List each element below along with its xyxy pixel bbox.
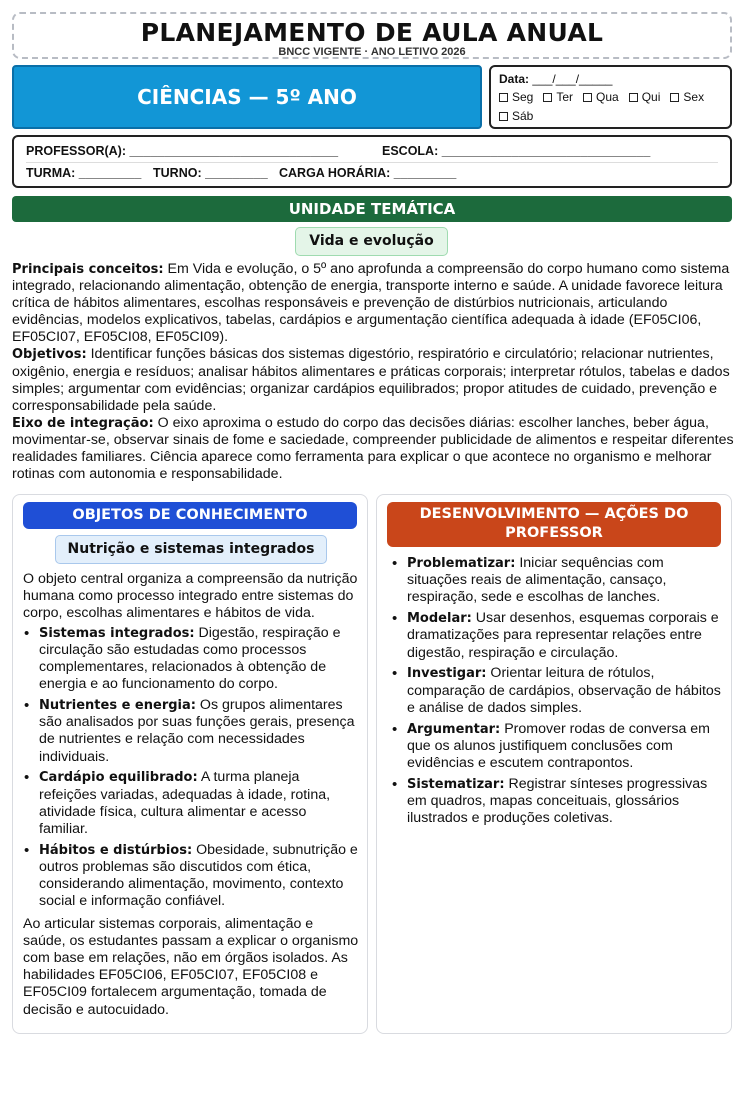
item-text: Promover rodas de conversa em que os alunos justifiquem conclusões com evidências e escutem contrapontos. xyxy=(407,720,711,772)
info-row-1 xyxy=(26,141,718,163)
checkbox-icon[interactable] xyxy=(670,93,679,102)
item-label: Hábitos e distúrbios: xyxy=(39,842,193,858)
unit-name: Vida e evolução xyxy=(295,227,448,256)
info-row-2 xyxy=(26,163,718,184)
item-text: Os grupos alimentares são analisados por suas funções gerais, presença de nutrientes e relação com necessidades individuais. xyxy=(39,697,355,765)
objetivos-paragraph xyxy=(12,346,734,414)
desenvolvimento-header: DESENVOLVIMENTO — AÇÕES DO PROFESSOR xyxy=(387,502,721,547)
day-sex[interactable] xyxy=(670,88,704,107)
title-box xyxy=(12,12,732,59)
objetos-body xyxy=(23,571,359,1019)
list-item xyxy=(23,842,359,911)
date-line xyxy=(499,71,722,88)
item-label: Sistematizar: xyxy=(407,776,505,792)
page-title: PLANEJAMENTO DE AULA ANUAL xyxy=(140,18,604,47)
objetos-closing: Ao articular sistemas corporais, alimentação e saúde, os estudantes passam a explicar o organismo com base em relações, não em órgãos isolados. As habilidades EF05CI06, EF05CI07, EF05CI08 e EF05CI09 fortalecem argumentação, tomada de decisão e autocuidado. xyxy=(23,915,359,1018)
turma-field[interactable]: TURMA: _________ xyxy=(26,166,142,180)
objetivos-text: Identificar funções básicas dos sistemas digestório, respiratório e circulatório; relacionar nutrientes, oxigênio, energia e resíduos; analisar hábitos alimentares e práticas corporais; interpretar rótulos, tabelas e dados simples; argumentar com evidências; organizar cardápios equilibrados; propor atitudes de cuidado, prevenção e corresponsabilidade pela saúde. xyxy=(12,346,730,414)
date-box xyxy=(489,65,732,129)
item-text: Usar desenhos, esquemas corporais e dramatizações para representar relações entre digestão, respiração e circulação. xyxy=(407,610,719,661)
item-text: Registrar sínteses progressivas em quadros, mapas conceituais, glossários ilustrados e produções coletivas. xyxy=(407,775,708,827)
day-qua[interactable] xyxy=(583,88,619,107)
conceitos-text: Em Vida e evolução, o 5º ano aprofunda a compreensão do corpo humano como sistema integrado, relacionando alimentação, obtenção de energia, transporte interno e saúde. A unidade favorece leitura crítica de hábitos alimentares, escolhas responsáveis e prevenção de distúrbios nutricionais, articulando evidências, modelos explicativos, tabelas, cardápios e argumentação científica adequada à idade (EF05CI06, EF05CI07, EF05CI08, EF05CI09). xyxy=(12,261,730,346)
date-blank[interactable]: ___/___/_____ xyxy=(529,72,613,86)
item-label: Cardápio equilibrado: xyxy=(39,770,198,786)
objetivos-label: Objetivos: xyxy=(12,347,87,363)
eixo-paragraph xyxy=(12,415,734,483)
item-text: Orientar leitura de rótulos, comparação de cardápios, observação de hábitos e análise de dados simples. xyxy=(407,665,721,716)
conceitos-label: Principais conceitos: xyxy=(12,262,164,277)
list-item xyxy=(391,776,721,828)
item-text: Iniciar sequências com situações reais de alimentação, cansaço, respiração, sede e escolhas de lanches. xyxy=(407,555,667,606)
turno-field[interactable]: TURNO: _________ xyxy=(153,166,268,180)
list-item xyxy=(391,610,721,662)
objetos-tag: Nutrição e sistemas integrados xyxy=(55,535,327,564)
list-item xyxy=(391,665,721,717)
objetos-column xyxy=(12,494,368,1034)
professor-field[interactable]: PROFESSOR(A): ______________________________ xyxy=(26,144,339,158)
desenvolvimento-column xyxy=(376,494,732,1034)
page-subtitle: BNCC VIGENTE · ANO LETIVO 2026 xyxy=(278,46,466,58)
day-label: Qui xyxy=(641,90,661,104)
day-label: Seg xyxy=(512,90,534,104)
list-item xyxy=(23,769,359,838)
checkbox-icon[interactable] xyxy=(583,93,592,102)
acoes-list xyxy=(391,555,721,827)
checkbox-icon[interactable] xyxy=(499,112,508,121)
day-label: Sáb xyxy=(512,109,534,123)
date-label: Data: xyxy=(499,72,530,86)
day-seg[interactable] xyxy=(499,88,533,107)
checkbox-icon[interactable] xyxy=(543,93,552,102)
day-label: Qua xyxy=(596,90,619,104)
info-box xyxy=(12,135,732,188)
objetos-list xyxy=(23,625,359,911)
day-ter[interactable] xyxy=(543,88,573,107)
item-text: A turma planeja refeições variadas, adequadas à idade, rotina, atividade física, cultura alimentar e acesso familiar. xyxy=(39,769,331,838)
desenvolvimento-body xyxy=(391,553,721,831)
item-label: Nutrientes e energia: xyxy=(39,698,196,714)
item-text: Digestão, respiração e circulação são estudadas como processos complementares, relacionados à obtenção de energia e ao funcionamento do corpo. xyxy=(39,624,341,693)
checkbox-icon[interactable] xyxy=(499,93,508,102)
subject-banner: CIÊNCIAS — 5º ANO xyxy=(12,65,482,129)
item-label: Argumentar: xyxy=(407,721,501,737)
carga-field[interactable]: CARGA HORÁRIA: _________ xyxy=(279,166,457,180)
day-qui[interactable] xyxy=(629,88,661,107)
unit-banner: UNIDADE TEMÁTICA xyxy=(12,196,732,222)
item-label: Problematizar: xyxy=(407,556,516,571)
eixo-text: O eixo aproxima o estudo do corpo das decisões diárias: escolher lanches, beber água, movimentar-se, observar sinais de fome e saciedade, compreender publicidade de alimentos e respeitar diferentes realidades familiares. Ciência aparece como ferramenta para explicar o que acontece no organismo e melhorar rotinas com autonomia e responsabilidade. xyxy=(12,414,734,483)
day-label: Ter xyxy=(556,90,574,104)
list-item xyxy=(23,697,359,766)
objetos-intro: O objeto central organiza a compreensão da nutrição humana como processo integrado entre sistemas do corpo, escolhas alimentares e hábitos de vida. xyxy=(23,571,358,622)
escola-field[interactable]: ESCOLA: ______________________________ xyxy=(382,144,651,158)
summary-section xyxy=(12,261,734,483)
list-item xyxy=(23,625,359,694)
day-sab[interactable] xyxy=(499,107,533,126)
item-label: Modelar: xyxy=(407,611,472,627)
weekday-checkboxes xyxy=(499,88,722,126)
item-label: Sistemas integrados: xyxy=(39,625,195,641)
item-text: Obesidade, subnutrição e outros problemas são discutidos com ética, considerando alimentação, movimento, contexto social e informação confiável. xyxy=(39,841,358,910)
item-label: Investigar: xyxy=(407,666,487,682)
day-label: Sex xyxy=(683,90,705,104)
list-item xyxy=(391,555,721,607)
conceitos-paragraph xyxy=(12,261,734,346)
objetos-header: OBJETOS DE CONHECIMENTO xyxy=(23,502,357,529)
checkbox-icon[interactable] xyxy=(629,93,638,102)
eixo-label: Eixo de integração: xyxy=(12,415,154,431)
list-item xyxy=(391,721,721,773)
